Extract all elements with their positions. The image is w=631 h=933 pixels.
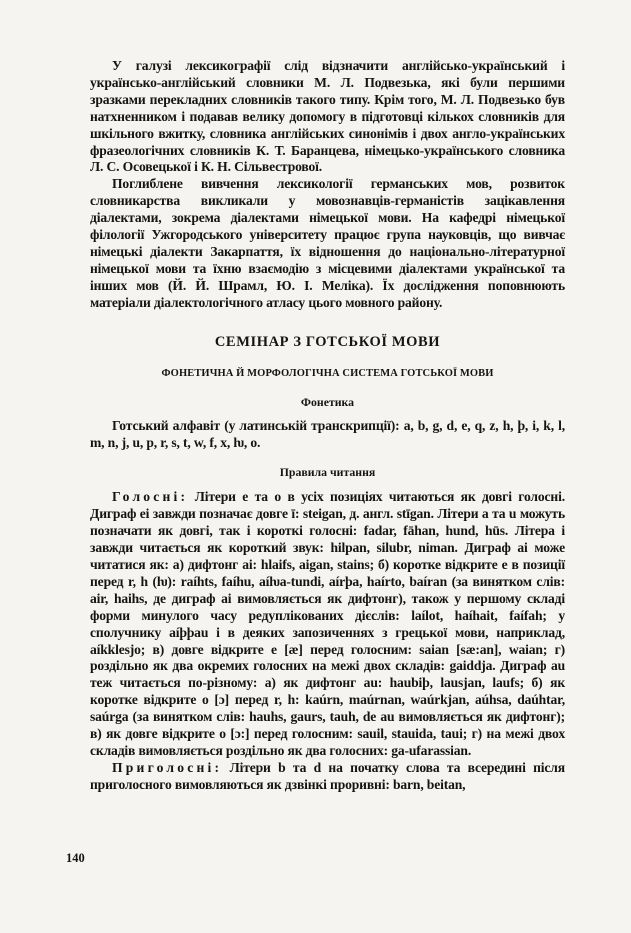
consonants-text: Літери b та d на початку слова та всередині після приголосного вимовляються як дзвінкі проривні: barn, beitan,: [90, 759, 565, 792]
vowels-label: Голосні:: [112, 489, 189, 505]
paragraph-dialectology: Поглиблене вивчення лексикології германських мов, розвиток словникарства викликали у мовознавців-германістів зацікавлення діалектами, зокрема діалектами німецької мови. На кафедрі німецької філології Ужгородського університету працює група науковців, що вивчає німецькі діалекти Закарпаття, їх відношення до національно-літературної німецької мови та їхню взаємодію з місцевими діалектами української та інших мов (Й. Й. Шрамл, Ю. І. Меліка). Їх дослідження поповнюють матеріали діалектологічного атласу цього мовного району.: [90, 176, 565, 310]
seminar-title: СЕМІНАР З ГОТСЬКОЇ МОВИ: [214, 333, 441, 350]
vowels-text: Літери e та o в усіх позиціях читаються як довгі голосні. Диграф ei завжди позначає довге ī: steigan, д. англ. stīgan. Літери a та u можуть позначати як довгі, так і короткі голосні: fadar, fāhan, hund, hūs. Літера i завжди читається як короткий звук: hilpan, silubr, niman. Диграф ai може читатися як: а) дифтонг ai: hlaifs, aigan, stains; б) коротке відкрите e в позиції перед r, h (ƕ): raíhts, faíhu, aíƕa-tundi, aírþa, haírto, baíran (за винятком слів: air, haihs, де диграф ai вимовляється як дифтонг), також у першому складі форми минулого часу редуплікованих дієслів: laílot, haíhait, faífah; у сполучнику aíþþau і в деяких запозиченнях з грецької мови, наприклад, aíkklesjo; в) довге відкрите e [æ] перед голосним: saian [sæ:an], waian; г) роздільно як два окремих голосних на межі двох складів: gaiddja. Диграф au теж читається по-різному: а) як дифтонг au: haubiþ, lausjan, laufs; б) як коротке відкрите o [ɔ] перед r, h: kaúrn, maúrnan, waúrkjan, aúhsa, daúhtar, saúrga (за винятком слів: hauhs, gaurs, tauh, de au вимовляється як дифтонг); в) як довге відкрите o [ɔ:] перед голосним: sauil, stauida, taui; г) на межі двох складів вимовляється роздільно як два голосних: ga-ufarassian.: [90, 489, 565, 758]
paragraph-lexicography: У галузі лексикографії слід відзначити англійсько-український і українсько-англійський словники М. Л. Подвезька, які були першими зразками перекладних словників такого типу. Крім того, М. Л. Подвезько був натхненником і подавав велику допомогу в підготовці кількох словників для шкільного вжитку, словника англійських синонімів і двох англо-українських фразеологічних словників К. Т. Баранцева, німецько-українського словника Л. С. Осовецької і К. Н. Сільвестрової.: [90, 58, 565, 175]
page-number: 140: [66, 851, 85, 865]
consonants-label: Приголосні:: [112, 759, 223, 775]
heading-phonetics: Фонетика: [300, 394, 355, 409]
paragraph-alphabet: Готський алфавіт (у латинській транскрипції): a, b, g, d, e, q, z, h, þ, i, k, l, m, n, j, u, p, r, s, t, w, f, x, ƕ, o.: [90, 417, 565, 450]
paragraph-consonants: [90, 760, 565, 794]
section-subtitle: ФОНЕТИЧНА Й МОРФОЛОГІЧНА СИСТЕМА ГОТСЬКОЇ МОВИ: [161, 367, 494, 379]
heading-reading-rules: Правила читання: [279, 465, 376, 480]
paragraph-vowels: [90, 489, 565, 760]
